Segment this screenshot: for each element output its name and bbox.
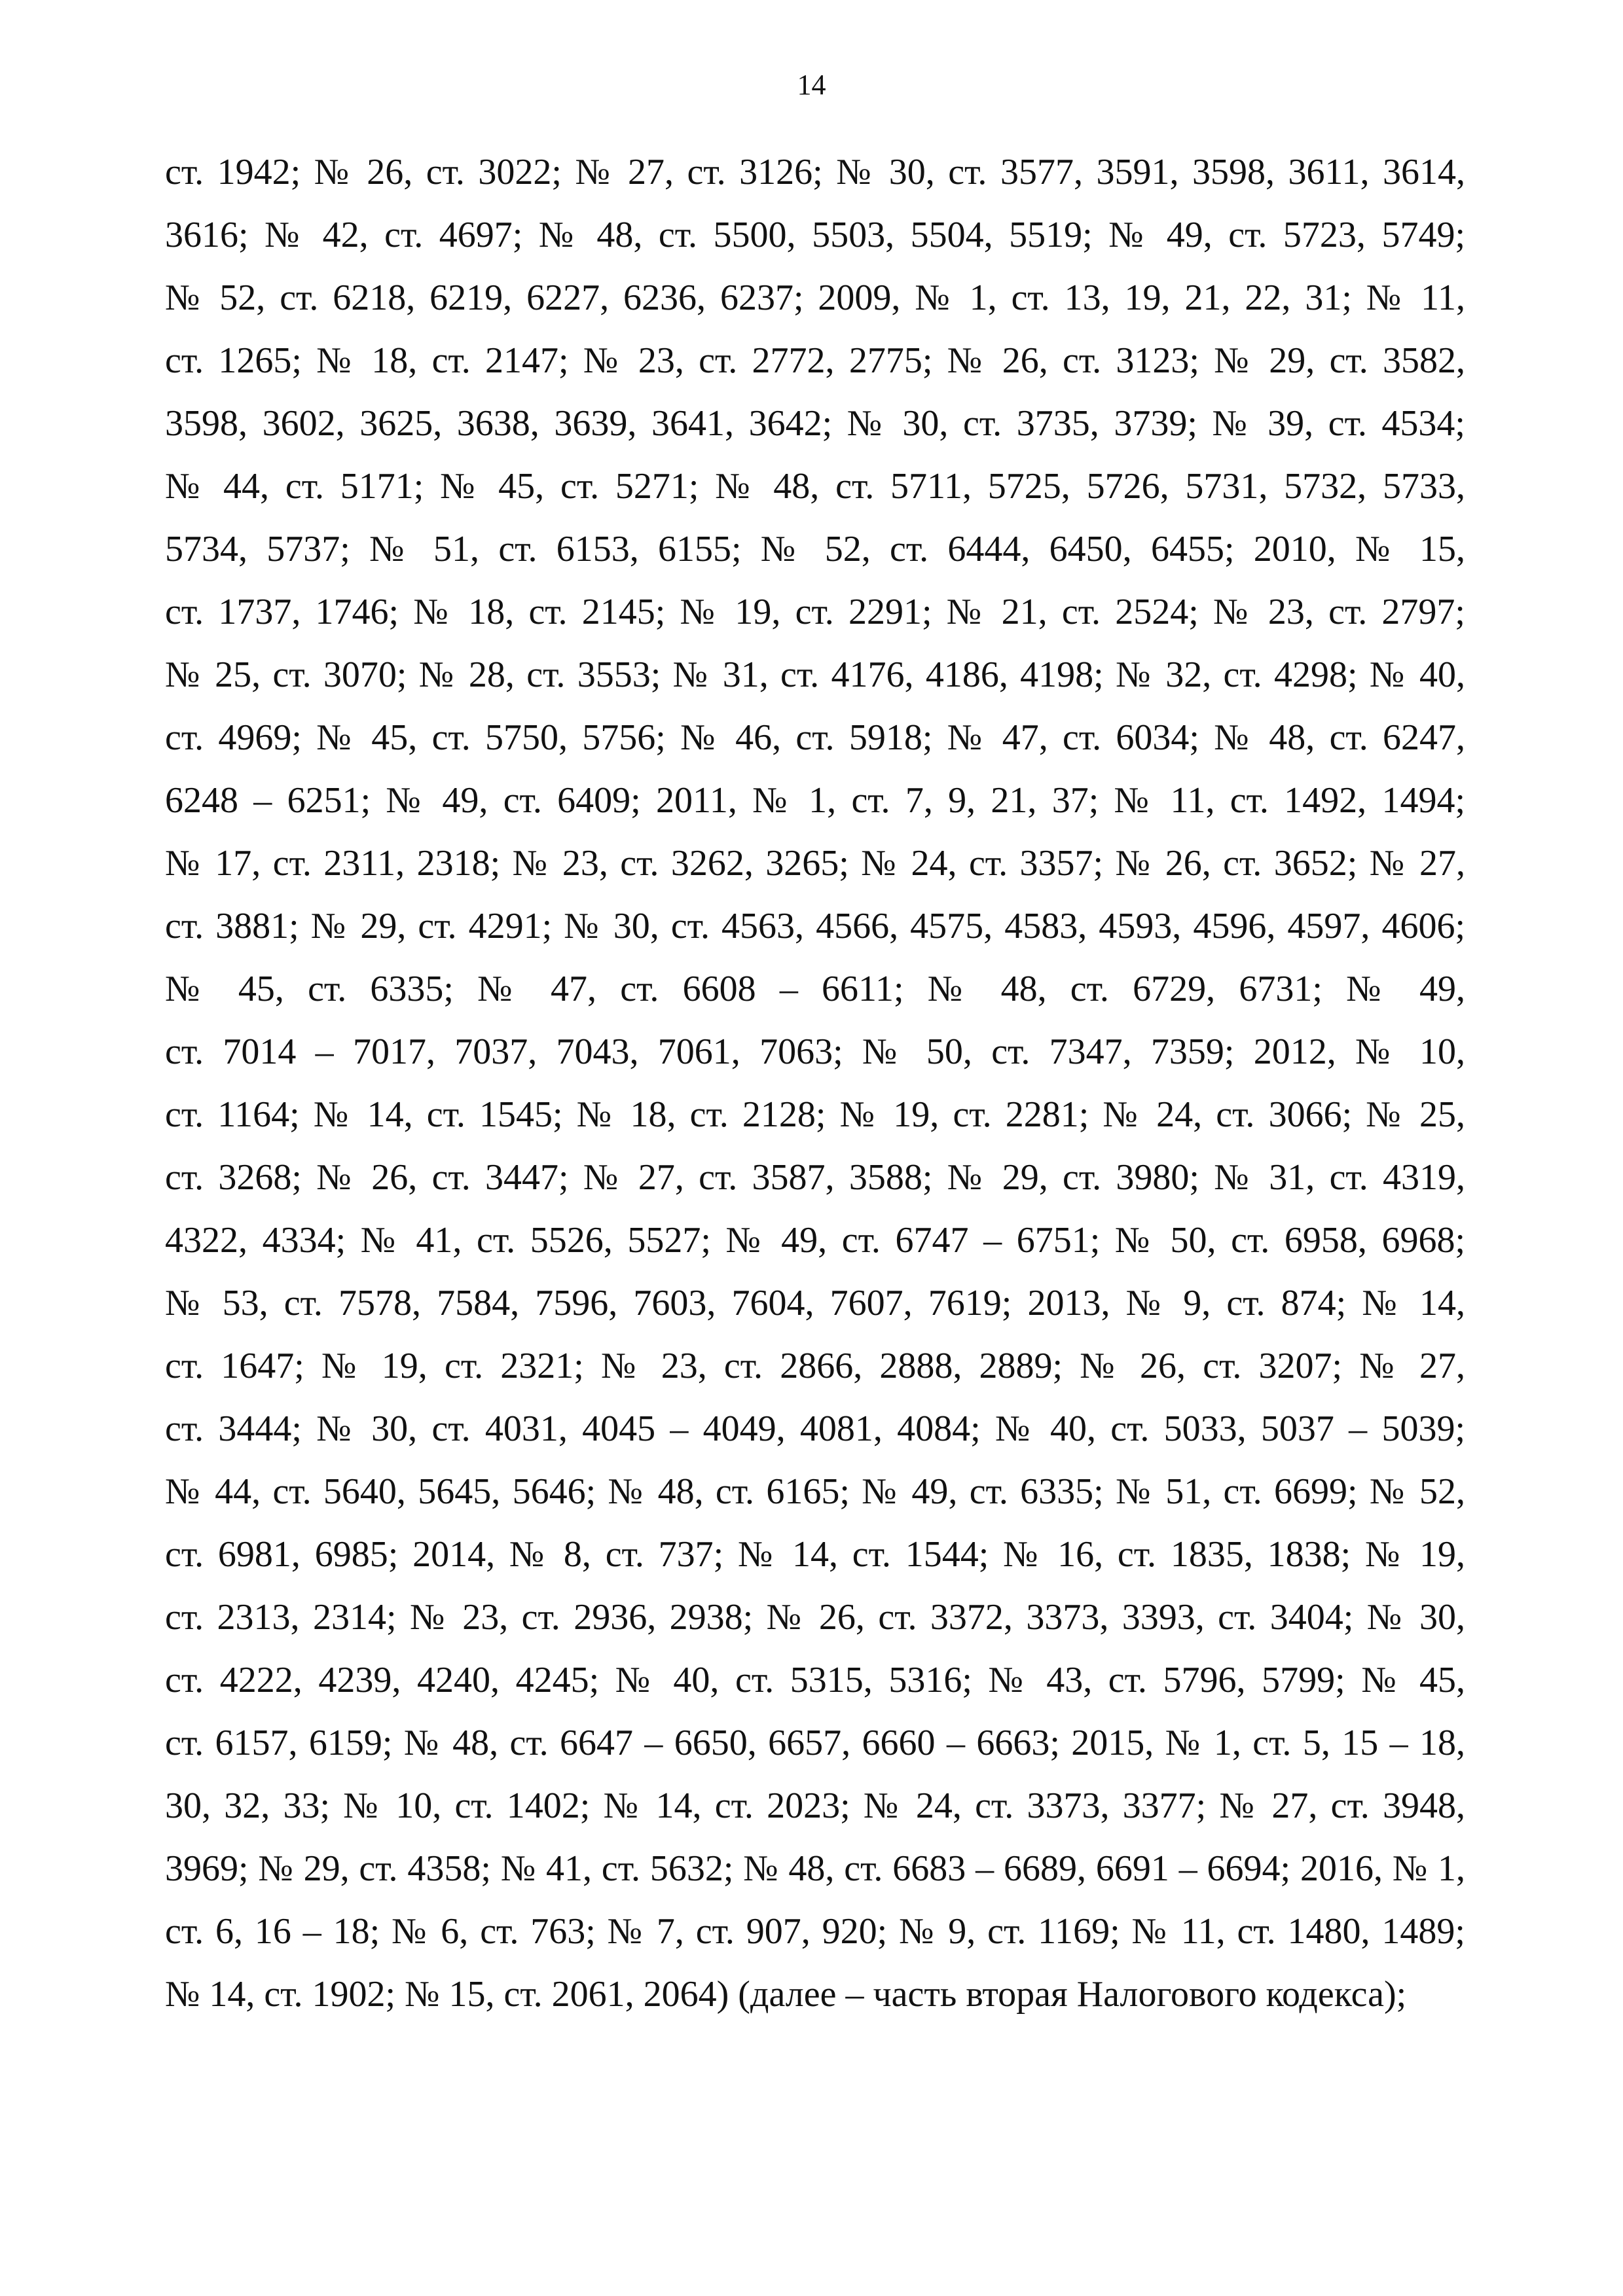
- text-line: ст. 1737, 1746; № 18, ст. 2145; № 19, ст. 2291; № 21, ст. 2524; № 23, ст. 2797;: [165, 592, 1465, 632]
- body-text: [165, 141, 1465, 2026]
- text-line: № 25, ст. 3070; № 28, ст. 3553; № 31, ст. 4176, 4186, 4198; № 32, ст. 4298; № 40,: [165, 655, 1465, 695]
- text-line: № 44, ст. 5640, 5645, 5646; № 48, ст. 6165; № 49, ст. 6335; № 51, ст. 6699; № 52,: [165, 1471, 1465, 1512]
- page-number: 14: [797, 69, 826, 101]
- text-line: 4322, 4334; № 41, ст. 5526, 5527; № 49, ст. 6747 – 6751; № 50, ст. 6958, 6968;: [165, 1220, 1465, 1261]
- text-line: ст. 6157, 6159; № 48, ст. 6647 – 6650, 6657, 6660 – 6663; 2015, № 1, ст. 5, 15 – 18,: [165, 1723, 1465, 1763]
- text-line: ст. 2313, 2314; № 23, ст. 2936, 2938; № 26, ст. 3372, 3373, 3393, ст. 3404; № 30,: [165, 1597, 1465, 1638]
- text-line: ст. 6981, 6985; 2014, № 8, ст. 737; № 14, ст. 1544; № 16, ст. 1835, 1838; № 19,: [165, 1534, 1465, 1575]
- text-line: 6248 – 6251; № 49, ст. 6409; 2011, № 1, ст. 7, 9, 21, 37; № 11, ст. 1492, 1494;: [165, 780, 1465, 821]
- text-line: № 44, ст. 5171; № 45, ст. 5271; № 48, ст. 5711, 5725, 5726, 5731, 5732, 5733,: [165, 466, 1465, 507]
- text-line: ст. 7014 – 7017, 7037, 7043, 7061, 7063; № 50, ст. 7347, 7359; 2012, № 10,: [165, 1031, 1465, 1072]
- text-line-last: № 14, ст. 1902; № 15, ст. 2061, 2064) (далее – часть вторая Налогового кодекса);: [165, 1974, 1407, 2015]
- text-line: ст. 3444; № 30, ст. 4031, 4045 – 4049, 4081, 4084; № 40, ст. 5033, 5037 – 5039;: [165, 1408, 1465, 1449]
- text-line: ст. 1164; № 14, ст. 1545; № 18, ст. 2128; № 19, ст. 2281; № 24, ст. 3066; № 25,: [165, 1094, 1465, 1135]
- text-line: ст. 1265; № 18, ст. 2147; № 23, ст. 2772, 2775; № 26, ст. 3123; № 29, ст. 3582,: [165, 340, 1465, 381]
- text-line: ст. 4969; № 45, ст. 5750, 5756; № 46, ст. 5918; № 47, ст. 6034; № 48, ст. 6247,: [165, 717, 1465, 758]
- text-line: 5734, 5737; № 51, ст. 6153, 6155; № 52, ст. 6444, 6450, 6455; 2010, № 15,: [165, 529, 1465, 569]
- text-line: 3598, 3602, 3625, 3638, 3639, 3641, 3642; № 30, ст. 3735, 3739; № 39, ст. 4534;: [165, 403, 1465, 444]
- text-line: 3969; № 29, ст. 4358; № 41, ст. 5632; № 48, ст. 6683 – 6689, 6691 – 6694; 2016, № 1,: [165, 1848, 1465, 1889]
- text-line: № 53, ст. 7578, 7584, 7596, 7603, 7604, 7607, 7619; 2013, № 9, ст. 874; № 14,: [165, 1283, 1465, 1323]
- text-line: 3616; № 42, ст. 4697; № 48, ст. 5500, 5503, 5504, 5519; № 49, ст. 5723, 5749;: [165, 215, 1465, 255]
- text-line: ст. 1647; № 19, ст. 2321; № 23, ст. 2866, 2888, 2889; № 26, ст. 3207; № 27,: [165, 1346, 1465, 1386]
- text-line: ст. 6, 16 – 18; № 6, ст. 763; № 7, ст. 907, 920; № 9, ст. 1169; № 11, ст. 1480, 1489;: [165, 1911, 1465, 1952]
- text-line: ст. 1942; № 26, ст. 3022; № 27, ст. 3126; № 30, ст. 3577, 3591, 3598, 3611, 3614,: [165, 152, 1465, 192]
- text-line: № 52, ст. 6218, 6219, 6227, 6236, 6237; 2009, № 1, ст. 13, 19, 21, 22, 31; № 11,: [165, 278, 1465, 318]
- text-line: 30, 32, 33; № 10, ст. 1402; № 14, ст. 2023; № 24, ст. 3373, 3377; № 27, ст. 3948,: [165, 1785, 1465, 1826]
- text-line: № 45, ст. 6335; № 47, ст. 6608 – 6611; № 48, ст. 6729, 6731; № 49,: [165, 969, 1465, 1009]
- text-line: № 17, ст. 2311, 2318; № 23, ст. 3262, 3265; № 24, ст. 3357; № 26, ст. 3652; № 27,: [165, 843, 1465, 884]
- text-line: ст. 4222, 4239, 4240, 4245; № 40, ст. 5315, 5316; № 43, ст. 5796, 5799; № 45,: [165, 1660, 1465, 1700]
- text-line: ст. 3268; № 26, ст. 3447; № 27, ст. 3587, 3588; № 29, ст. 3980; № 31, ст. 4319,: [165, 1157, 1465, 1198]
- text-line: ст. 3881; № 29, ст. 4291; № 30, ст. 4563, 4566, 4575, 4583, 4593, 4596, 4597, 4606;: [165, 906, 1465, 946]
